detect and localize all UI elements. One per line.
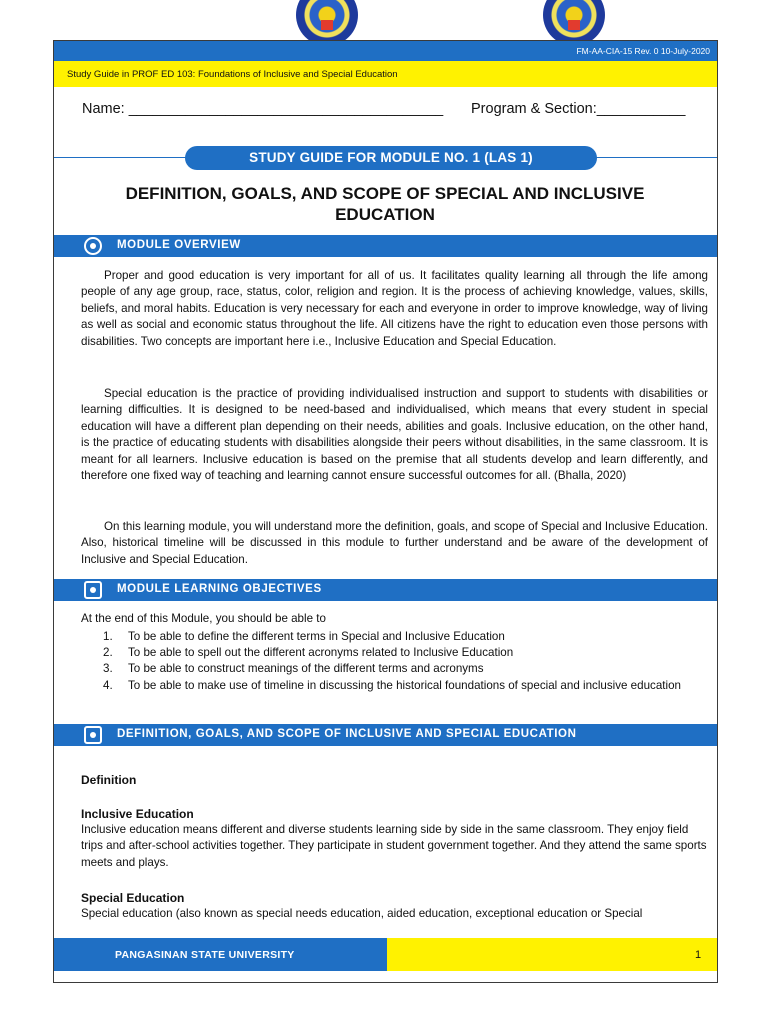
form-number: FM-AA-CIA-15 Rev. 0 10-July-2020 (576, 46, 710, 56)
list-item: 3. To be able to construct meanings of the different terms and acronyms (103, 662, 484, 675)
module-overview-heading: MODULE OVERVIEW (117, 239, 241, 251)
list-item: 2. To be able to spell out the different acronyms related to Inclusive Education (103, 646, 514, 659)
magnifier-icon (84, 237, 102, 255)
objectives-intro: At the end of this Module, you should be able to (81, 612, 326, 625)
title-line-2: EDUCATION (335, 205, 435, 224)
overview-paragraph-3: On this learning module, you will understand more the definition, goals, and scope of Special and Inclusive Education. Also, historical timeline will be discussed in this module to further understand and be aware of the development of Inclusive and Special Education. (81, 520, 708, 566)
overview-paragraph-2: Special education is the practice of providing individualised instruction and support to students with disabilities or learning difficulties. It is designed to be need-based and individualised, which means that every student in special education will have a different plan depending on their needs, abilities and goals. Inclusive education, on the other hand, is the practice of educating students with disabilities alongside their peers without disabilities, in the same classroom. It is meant for all learners. Inclusive education is based on the premise that all students develop and learn differently, and therefore one fixed way of teaching and learning cannot ensure successful outcomes for all. (Bhalla, 2020) (81, 387, 708, 483)
definition-section-heading: DEFINITION, GOALS, AND SCOPE OF INCLUSIVE AND SPECIAL EDUCATION (117, 728, 577, 740)
definition-label: Definition (81, 773, 137, 787)
special-education-text: Special education (also known as special needs education, aided education, exceptional education or Special (81, 907, 643, 920)
special-education-heading: Special Education (81, 891, 185, 905)
title-line-1: DEFINITION, GOALS, AND SCOPE OF SPECIAL AND INCLUSIVE (125, 184, 645, 203)
page-number: 1 (695, 949, 702, 961)
list-item: 4. To be able to make use of timeline in discussing the historical foundations of special and inclusive education (103, 679, 681, 692)
name-field: Name: _______________________________________ (82, 101, 444, 117)
inclusive-education-heading: Inclusive Education (81, 807, 194, 821)
footer-page-area (387, 938, 717, 971)
overview-paragraph-1: Proper and good education is very important for all of us. It facilitates quality learning all through the life among people of any age group, race, status, color, religion and region. It is the process of achieving knowledge, values, skills, beliefs, and moral habits. Education is very necessary for each and everyone in order to improve knowledge, way of living as well as social and economic status throughout the life. All citizens have the right to education even those persons with disabilities. Two concepts are important here i.e., Inclusive Education and Special Education. (81, 269, 708, 348)
document-icon (84, 726, 102, 744)
module-banner: STUDY GUIDE FOR MODULE NO. 1 (LAS 1) (185, 146, 597, 170)
program-section-field: Program & Section:___________ (471, 101, 686, 117)
inclusive-education-text: Inclusive education means different and diverse students learning side by side in the same classroom. They enjoy field trips and after-school activities together. They participate in student government together. And they attend the same sports meets and plays. (81, 823, 707, 869)
objectives-heading: MODULE LEARNING OBJECTIVES (117, 583, 322, 595)
footer-university: PANGASINAN STATE UNIVERSITY (115, 949, 295, 961)
edit-icon (84, 581, 102, 599)
list-item: 1. To be able to define the different terms in Special and Inclusive Education (103, 630, 505, 643)
document-title (120, 183, 650, 225)
study-guide-course: Study Guide in PROF ED 103: Foundations of Inclusive and Special Education (67, 69, 398, 80)
